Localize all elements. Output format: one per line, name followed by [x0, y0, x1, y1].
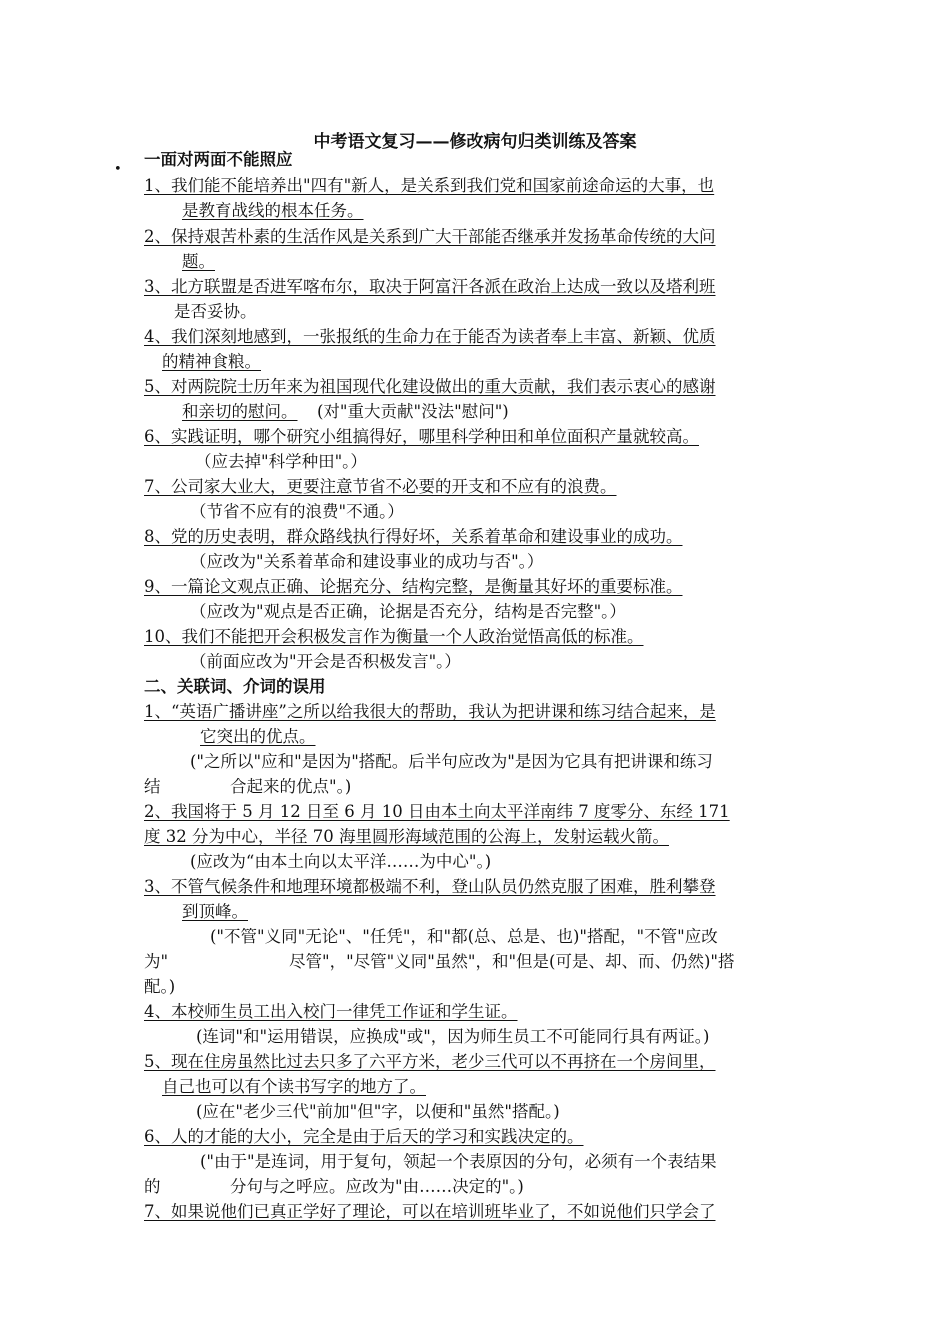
s1-item3-line2: 是否妥协。 [174, 302, 257, 321]
s2-item6-line1: 6、人的才能的大小，完全是由于后天的学习和实践决定的。 [144, 1127, 584, 1146]
s1-item4-line2: 的精神食粮。 [162, 352, 261, 371]
s1-item1-line1: 1、我们能不能培养出"四有"新人，是关系到我们党和国家前途命运的大事，也 [144, 176, 715, 195]
s2-item3-line1: 3、不管气候条件和地理环境都极端不利，登山队员仍然克服了困难，胜利攀登 [144, 877, 716, 896]
s1-item2-line2: 题。 [182, 252, 215, 271]
s2-item5-line2: 自己也可以有个读书写字的地方了。 [162, 1077, 426, 1096]
s2-item3-line2: 到顶峰。 [182, 902, 248, 921]
s2-item3-note3: 配。) [144, 977, 176, 996]
s1-item5-line2: 和亲切的慰问。 [182, 402, 298, 421]
s1-item9-line1: 9、一篇论文观点正确、论据充分、结构完整，是衡量其好坏的重要标准。 [144, 577, 683, 596]
s2-item3-note1: ("不管"义同"无论"、"任凭"，和"都(总、总是、也)"搭配，"不管"应改 [210, 927, 718, 946]
s2-item2-line1: 2、我国将于 5 月 12 日至 6 月 10 日由本土向太平洋南纬 7 度零分、东经 171 [144, 802, 730, 821]
s2-item2-note1: (应改为“由本土向以太平洋……为中心"。) [190, 852, 492, 871]
s2-item6-note2b: 分句与之呼应。应改为"由……决定的"。) [230, 1177, 524, 1196]
bullet-icon: • [114, 162, 122, 177]
s2-item6-note1: ("由于"是连词，用于复句，领起一个表原因的分句，必须有一个表结果 [200, 1152, 717, 1171]
document-title: 中考语文复习——修改病句归类训练及答案 [313, 132, 637, 152]
section2-heading: 二、关联词、介词的误用 [144, 677, 326, 696]
s1-item8-line1: 8、党的历史表明，群众路线执行得好坏，关系着革命和建设事业的成功。 [144, 527, 683, 546]
s2-item3-note2a: 为" [144, 952, 169, 971]
s2-item2-line2: 度 32 分为中心，半径 70 海里圆形海域范围的公海上，发射运载火箭。 [144, 827, 669, 846]
s1-item10-line1: 10、我们不能把开会积极发言作为衡量一个人政治觉悟高低的标准。 [144, 627, 644, 646]
s2-item3-note2b: 尽管"，"尽管"义同"虽然"，和"但是(可是、却、而、仍然)"搭 [289, 952, 735, 971]
s1-item4-line1: 4、我们深刻地感到，一张报纸的生命力在于能否为读者奉上丰富、新颖、优质 [144, 327, 716, 346]
s2-item1-note2a: 结 [144, 777, 161, 796]
s2-item1-note1: ("之所以"应和"是因为"搭配。后半句应改为"是因为它具有把讲课和练习 [190, 752, 713, 771]
s2-item7-line1: 7、如果说他们已真正学好了理论，可以在培训班毕业了，不如说他们只学会了 [144, 1202, 716, 1221]
s1-item1-line2: 是教育战线的根本任务。 [182, 201, 364, 220]
s2-item4-line1: 4、本校师生员工出入校门一律凭工作证和学生证。 [144, 1002, 518, 1021]
s1-item2-line1: 2、保持艰苦朴素的生活作风是关系到广大干部能否继承并发扬革命传统的大问 [144, 227, 716, 246]
s2-item6-note2a: 的 [144, 1177, 161, 1196]
s2-item4-note1: (连词"和"运用错误，应换成"或"，因为师生员工不可能同行具有两证。) [196, 1027, 710, 1046]
s2-item1-line2: 它突出的优点。 [200, 727, 316, 746]
s1-item7-line1: 7、公司家大业大，更要注意节省不必要的开支和不应有的浪费。 [144, 477, 617, 496]
s1-item10-note: （前面应改为"开会是否积极发言"。） [190, 652, 461, 671]
s2-item5-note1: (应在"老少三代"前加"但"字，以便和"虽然"搭配。) [196, 1102, 560, 1121]
s1-item5-note: (对"重大贡献"没法"慰问") [317, 402, 509, 421]
s2-item1-note2b: 合起来的优点"。) [230, 777, 352, 796]
s1-item5-line1: 5、对两院院士历年来为祖国现代化建设做出的重大贡献，我们表示衷心的感谢 [144, 377, 716, 396]
s1-item6-note: （应去掉"科学种田"。） [195, 452, 367, 471]
s1-item7-note: （节省不应有的浪费"不通。） [190, 502, 404, 521]
s1-item9-note: （应改为"观点是否正确，论据是否充分，结构是否完整"。） [190, 602, 626, 621]
s2-item5-line1: 5、现在住房虽然比过去只多了六平方米，老少三代可以不再挤在一个房间里， [144, 1052, 716, 1071]
s1-item8-note: （应改为"关系着革命和建设事业的成功与否"。） [190, 552, 544, 571]
s1-item6-line1: 6、实践证明，哪个研究小组搞得好，哪里科学种田和单位面积产量就较高。 [144, 427, 699, 446]
s1-item3-line1: 3、北方联盟是否进军喀布尔，取决于阿富汗各派在政治上达成一致以及塔利班 [144, 277, 716, 296]
section1-heading: 一面对两面不能照应 [144, 150, 293, 169]
s2-item1-line1: 1、“英语广播讲座”之所以给我很大的帮助，我认为把讲课和练习结合起来，是 [144, 702, 716, 721]
